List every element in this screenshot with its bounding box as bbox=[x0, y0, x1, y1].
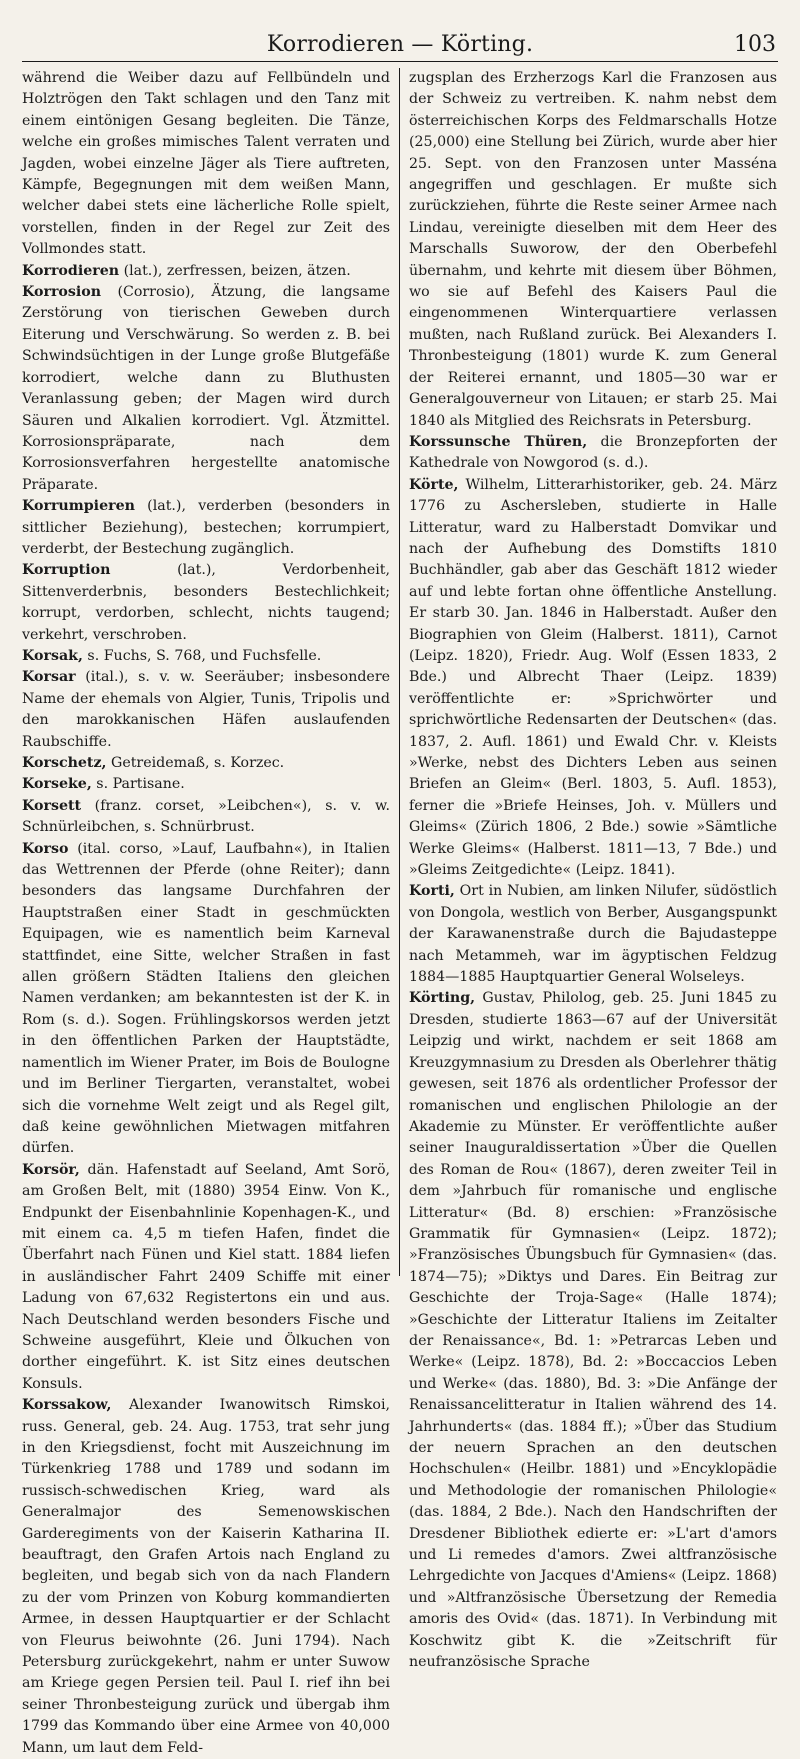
entry-headword: Korssakow, bbox=[22, 1397, 112, 1414]
entry-body: (ital.), s. v. w. Seeräuber; insbesondere Name der ehemals von Algier, Tunis, Tripolis und den marokkanischen Häfen auslaufenden Raubschiffe. bbox=[22, 669, 390, 750]
running-header bbox=[22, 26, 778, 62]
entry-body: s. Fuchs, S. 768, und Fuchsfelle. bbox=[82, 647, 322, 664]
right-column bbox=[399, 68, 777, 1671]
dictionary-entry bbox=[22, 667, 390, 753]
text-columns bbox=[22, 68, 778, 1756]
entry-body: dän. Hafenstadt auf Seeland, Amt Sorö, am Großen Belt, mit (1880) 3954 Einw. Von K., Endpunkt der Eisenbahnlinie Kopenhagen-K., und mit einem ca. 4,5 m tiefen Hafen, findet die Überfahrt nach Fünen und Kiel statt. 1884 liefen in ausländischer Fahrt 2409 Schiffe mit einer Ladung von 67,632 Registertons ein und aus. Nach Deutschland werden besonders Fische und Schweine ausgeführt, Kleie und Ölkuchen von dorther eingeführt. K. ist Sitz eines deutschen Konsuls. bbox=[22, 1161, 390, 1392]
entry-body: s. Partisane. bbox=[91, 776, 185, 793]
dictionary-entry bbox=[22, 1395, 390, 1759]
dictionary-entry bbox=[22, 560, 390, 646]
dictionary-entry bbox=[409, 881, 777, 988]
entry-headword: Korsör, bbox=[22, 1161, 80, 1178]
entry-headword: Körting, bbox=[409, 990, 476, 1007]
entry-body: Alexander Iwanowitsch Rimskoi, russ. General, geb. 24. Aug. 1753, trat sehr jung in den Kriegsdienst, focht mit Auszeichnung im Türkenkrieg 1788 und 1789 und sodann im russisch-schwedischen Krieg, ward als Generalmajor des Semenowskischen Garderegiments von der Kaiserin Katharina II. beauftragt, den Grafen Artois nach England zu begleiten, und begab sich von da nach Flandern zu der vom Prinzen von Koburg kommandierten Armee, in dessen Hauptquartier er der Schlacht von Fleurus beiwohnte (26. Juni 1794). Nach Petersburg zurückgekehrt, nahm er unter Suwow am Kriege gegen Persien teil. Paul I. rief ihn bei seiner Thronbesteigung zurück und übergab ihm 1799 das Kommando über eine Armee von 40,000 Mann, um laut dem Feld- bbox=[22, 1397, 390, 1756]
dictionary-entry bbox=[22, 646, 390, 667]
entry-headword: Körte, bbox=[409, 476, 459, 493]
dictionary-entry bbox=[409, 432, 777, 475]
entry-body: Ort in Nubien, am linken Nilufer, südöstlich von Dongola, westlich von Berber, Ausgangspunkt der Karawanenstraße durch die Bajudasteppe nach Metammeh, war im ägyptischen Feldzug 1884—1885 Hauptquartier General Wolseleys. bbox=[409, 883, 777, 986]
entry-body: (lat.), zerfressen, beizen, ätzen. bbox=[119, 262, 351, 279]
entry-body: (franz. corset, »Leibchen«), s. v. w. Schnürleibchen, s. Schnürbrust. bbox=[22, 797, 390, 836]
entry-headword: Korrodieren bbox=[22, 262, 120, 279]
page-number: 103 bbox=[734, 32, 776, 57]
entry-headword: Korso bbox=[22, 840, 69, 857]
entry-headword: Korti, bbox=[409, 883, 455, 900]
dictionary-entry bbox=[409, 475, 777, 882]
entry-body: (Corrosio), Ätzung, die langsame Zerstörung von tierischen Geweben durch Eiterung und Verschwärung. So werden z. B. bei Schwindsüchtigen in der Lunge große Blutgefäße korrodiert, welche dann zu Bluthusten Veranlassung geben; der Magen wird durch Säuren und Alkalien korrodiert. Vgl. Ätzmittel. Korrosionspräparate, nach dem Korrosionsverfahren hergestellte anatomische Präparate. bbox=[22, 284, 390, 493]
entry-body: (lat.), verderben (besonders in sittlicher Beziehung), bestechen; korrumpiert, verderbt, der Bestechung zugänglich. bbox=[22, 498, 390, 557]
dictionary-entry bbox=[22, 753, 390, 774]
entry-body: zugsplan des Erzherzogs Karl die Franzosen aus der Schweiz zu vertreiben. K. nahm nebst dem österreichischen Korps des Feldmarschalls Hotze (25,000) eine Stellung bei Zürich, wurde aber hier 25. Sept. von den Franzosen unter Masséna angegriffen und geschlagen. Er mußte sich zurückziehen, führte die Reste seiner Armee nach Lindau, vereinigte dieselben mit dem Heer des Marschalls Suworow, der den Oberbefehl übernahm, und kehrte mit diesem über Böhmen, wo sie auf Befehl des Kaisers Paul die eingenommenen Winterquartiere verlassen mußten, nach Rußland zurück. Bei Alexanders I. Thronbesteigung (1801) wurde K. zum General der Reiterei ernannt, und 1805—30 war er Generalgouverneur von Litauen; er starb 25. Mai 1840 als Mitglied des Reichsrats in Petersburg. bbox=[409, 70, 777, 429]
entry-headword: Korschetz, bbox=[22, 755, 107, 771]
entry-headword: Korssunsche Thüren, bbox=[409, 433, 588, 450]
continued-entry-text bbox=[409, 68, 777, 432]
entry-body: (ital. corso, »Lauf, Laufbahn«), in Italien das Wettrennen der Pferde (ohne Reiter); dann besonders das langsame Durchfahren der Hauptstraßen einer Stadt in geschmückten Equipagen, wie es namentlich beim Karneval stattfindet, eine Sitte, welcher Straßen in fast allen größern Städten Italiens den gleichen Namen verdanken; am bekanntesten ist der K. in Rom (s. d.). Sogen. Frühlingskorsos werden jetzt in den öffentlichen Parken der Hauptstädte, namentlich im Wiener Prater, im Bois de Boulogne und im Berliner Tiergarten, veranstaltet, wobei sich die vornehme Welt zeigt und als Regel gilt, daß keine gewöhnlichen Mietwagen mitfahren dürfen. bbox=[22, 840, 390, 1157]
entry-body: während die Weiber dazu auf Fellbündeln und Holztrögen den Takt schlagen und den Tanz mit einem eintönigen Gesang begleiten. Die Tänze, welche ein großes mimisches Talent verraten und Jagden, wobei einzelne Jäger als Tiere auftreten, Kämpfe, Begegnungen mit dem weißen Mann, welcher dabei stets eine lächerliche Rolle spielt, vorstellen, finden in der Regel zur Zeit des Vollmondes statt. bbox=[22, 70, 390, 258]
dictionary-entry bbox=[409, 988, 777, 1673]
dictionary-entry bbox=[22, 282, 390, 496]
dictionary-entry bbox=[22, 496, 390, 560]
entry-headword: Korsett bbox=[22, 797, 82, 814]
continued-entry-text bbox=[22, 68, 390, 261]
entry-body: Getreidemaß, s. Korzec. bbox=[106, 755, 285, 771]
entry-headword: Korrumpieren bbox=[22, 498, 135, 515]
entry-body: (lat.), Verdorbenheit, Sittenverderbnis, besonders Bestechlichkeit; korrupt, verdorben, schlecht, nichts taugend; verkehrt, verschroben. bbox=[22, 562, 390, 643]
dictionary-entry bbox=[22, 261, 390, 282]
entry-body: Wilhelm, Litterarhistoriker, geb. 24. März 1776 zu Aschersleben, studierte in Halle Litteratur, ward zu Halberstadt Domvikar und nach der Aufhebung des Domstifts 1810 Buchhändler, gab aber das Geschäft 1812 wieder auf und lebte fortan ohne öffentliche Anstellung. Er starb 30. Jan. 1846 in Halberstadt. Außer den Biographien von Gleim (Halberst. 1811), Carnot (Leipz. 1820), Friedr. Aug. Wolf (Essen 1833, 2 Bde.) und Albrecht Thaer (Leipz. 1839) veröffentlichte er: »Sprichwörter und sprichwörtliche Redensarten der Deutschen« (das. 1837, 2. Aufl. 1861) und Ewald Chr. v. Kleists »Werke, nebst des Dichters Leben aus seinen Briefen an Gleim« (Berl. 1803, 5. Aufl. 1853), ferner die »Briefe Heinses, Joh. v. Müllers und Gleims« (Zürich 1806, 2 Bde.) sowie »Sämtliche Werke Gleims« (Halberst. 1811—13, 7 Bde.) und »Gleims Zeitgedichte« (Leipz. 1841). bbox=[409, 476, 777, 879]
entry-headword: Korseke, bbox=[22, 776, 92, 793]
dictionary-entry bbox=[22, 774, 390, 795]
entry-body: die Bronzepforten der Kathedrale von Nowgorod (s. d.). bbox=[409, 433, 777, 472]
dictionary-entry bbox=[22, 796, 390, 839]
entry-headword: Korsak, bbox=[22, 647, 83, 664]
header-title: Korrodieren — Körting. bbox=[266, 32, 534, 57]
dictionary-entry bbox=[22, 1160, 390, 1395]
entry-body: Gustav, Philolog, geb. 25. Juni 1845 zu Dresden, studierte 1863—67 auf der Universität Leipzig und wirkt, nachdem er seit 1868 am Kreuzgymnasium zu Dresden als Oberlehrer thätig gewesen, seit 1876 als ordentlicher Professor der romanischen und englischen Philologie an der Akademie zu Münster. Er veröffentlichte außer seiner Inauguraldissertation »Über die Quellen des Roman de Rou« (1867), deren zweiter Teil in dem »Jahrbuch für romanische und englische Litteratur« (Bd. 8) erschien: »Französische Grammatik für Gymnasien« (Leipz. 1872); »Französisches Übungsbuch für Gymnasien« (das. 1874—75); »Diktys und Dares. Ein Beitrag zur Geschichte der Troja-Sage« (Halle 1874); »Geschichte der Litteratur Italiens im Zeitalter der Renaissance«, Bd. 1: »Petrarcas Leben und Werke« (Leipz. 1878), Bd. 2: »Boccaccios Leben und Werke« (das. 1880), Bd. 3: »Die Anfänge der Renaissancelitteratur in Italien während des 14. Jahrhunderts« (das. 1884 ff.); »Über das Studium der neuern Sprachen an den deutschen Hochschulen« (Heilbr. 1881) und »Encyklopädie und Methodologie der romanischen Philologie« (das. 1884, 2 Bde.). Nach den Handschriften der Dresdener Bibliothek edierte er: »L'art d'amors und Li remedes d'amors. Zwei altfranzösische Lehrgedichte von Jacques d'Amiens« (Leipz. 1868) und »Altfranzösische Übersetzung der Remedia amoris des Ovid« (das. 1871). In Verbindung mit Koschwitz gibt K. die »Zeitschrift für neufranzösische Sprache bbox=[409, 990, 777, 1671]
entry-headword: Korruption bbox=[22, 562, 111, 579]
dictionary-entry bbox=[22, 839, 390, 1160]
entry-headword: Korsar bbox=[22, 669, 76, 686]
entry-headword: Korrosion bbox=[22, 284, 102, 301]
left-column bbox=[22, 68, 399, 1756]
